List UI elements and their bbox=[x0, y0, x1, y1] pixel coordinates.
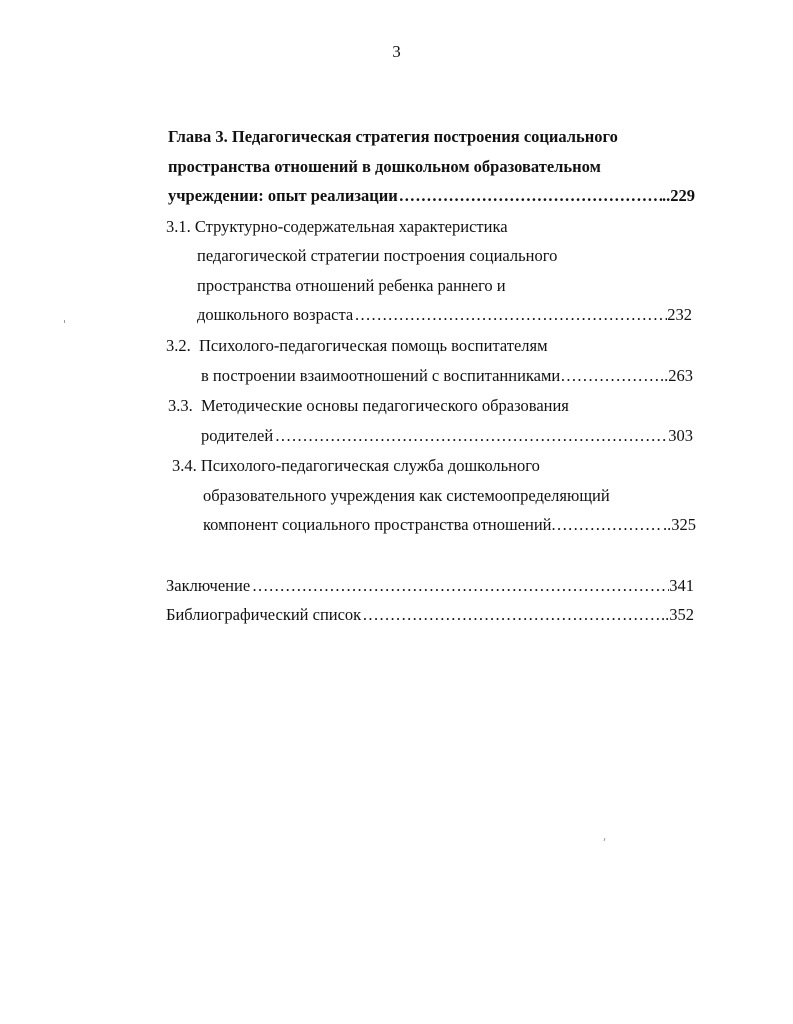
leader-dots bbox=[275, 425, 668, 447]
leader-dots bbox=[355, 304, 667, 326]
section-title-line-1: Психолого-педагогическая служба дошкольного bbox=[200, 456, 540, 475]
chapter-title-line-1: Глава 3. Педагогическая стратегия построения социального bbox=[168, 127, 618, 146]
section-3-2-entry[interactable] bbox=[201, 365, 693, 387]
conclusion-label: Заключение bbox=[166, 576, 251, 595]
section-number: 3.2. bbox=[166, 336, 191, 355]
scan-speck bbox=[604, 838, 606, 841]
leader-dots bbox=[253, 575, 670, 597]
section-3-3-heading[interactable] bbox=[168, 395, 569, 417]
chapter-page: ..229 bbox=[662, 186, 695, 205]
section-3-3-line-2: родителей bbox=[201, 426, 274, 445]
conclusion-page: 341 bbox=[669, 576, 694, 595]
section-3-4-line-3: компонент социального пространства отношений bbox=[203, 515, 552, 534]
section-3-2-page: ..263 bbox=[660, 366, 693, 385]
bibliography-label: Библиографический список bbox=[166, 605, 362, 624]
section-3-1-entry[interactable] bbox=[197, 304, 692, 326]
section-number: 3.3. bbox=[168, 396, 193, 415]
section-3-2-heading[interactable] bbox=[166, 335, 548, 357]
leader-dots bbox=[399, 185, 662, 207]
bibliography-page: ..352 bbox=[661, 605, 694, 624]
bibliography-entry[interactable] bbox=[166, 604, 694, 626]
section-number: 3.1. bbox=[166, 217, 191, 236]
section-3-4-entry[interactable] bbox=[203, 514, 696, 536]
section-3-3-entry[interactable] bbox=[201, 425, 693, 447]
section-3-1-page: 232 bbox=[667, 305, 692, 324]
leader-dots bbox=[552, 514, 663, 536]
section-title-line-1: Структурно-содержательная характеристика bbox=[194, 217, 508, 236]
chapter-title-line-2: пространства отношений в дошкольном образовательном bbox=[168, 157, 601, 176]
chapter-toc-entry[interactable] bbox=[168, 185, 695, 207]
conclusion-entry[interactable] bbox=[166, 575, 694, 597]
section-3-4-page: ..325 bbox=[663, 515, 696, 534]
section-3-4-line-2: образовательного учреждения как системоопределяющий bbox=[203, 486, 610, 505]
leader-dots bbox=[363, 604, 661, 626]
section-3-1-line-2: педагогической стратегии построения социального bbox=[197, 246, 558, 265]
section-3-1-line-4: дошкольного возраста bbox=[197, 305, 354, 324]
section-number: 3.4. bbox=[172, 456, 197, 475]
section-title-line-1: Психолого-педагогическая помощь воспитателям bbox=[199, 336, 548, 355]
section-3-2-line-2: в построении взаимоотношений с воспитанниками bbox=[201, 366, 561, 385]
scan-speck bbox=[64, 320, 65, 323]
section-3-4-heading[interactable] bbox=[172, 455, 540, 477]
chapter-title-line-3: учреждении: опыт реализации bbox=[168, 186, 398, 205]
section-3-1-line-3: пространства отношений ребенка раннего и bbox=[197, 276, 506, 295]
leader-dots bbox=[561, 365, 660, 387]
section-3-1-heading[interactable] bbox=[166, 216, 508, 238]
section-title-line-1: Методические основы педагогического образования bbox=[201, 396, 569, 415]
section-3-3-page: 303 bbox=[668, 426, 693, 445]
page-number: 3 bbox=[392, 42, 401, 61]
